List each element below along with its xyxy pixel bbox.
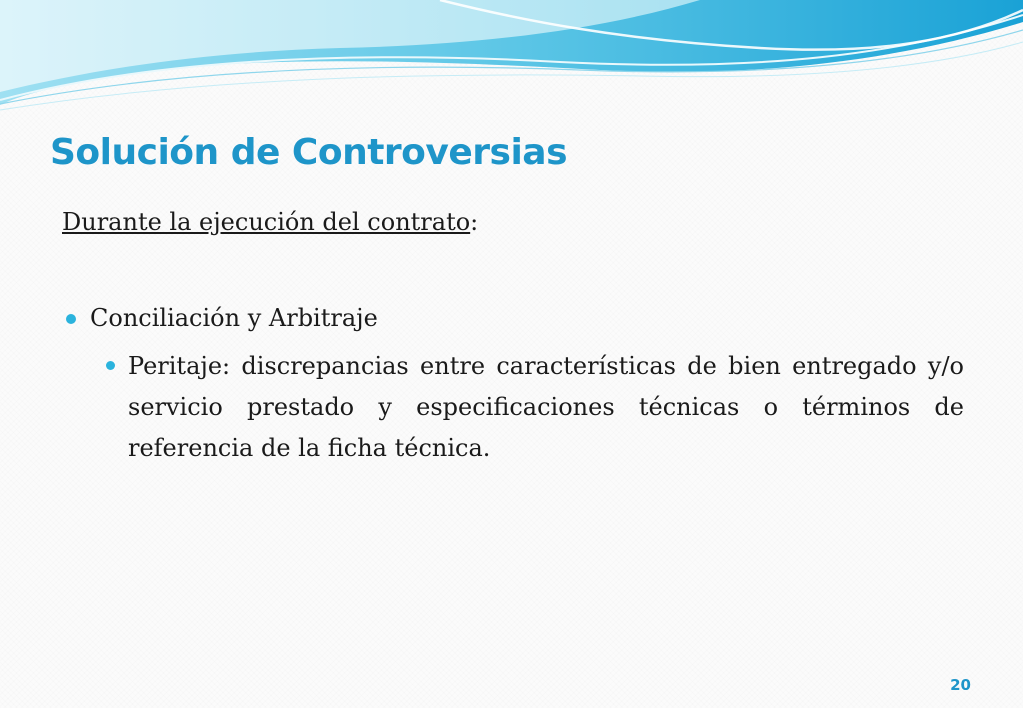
bullet-item-level2 bbox=[128, 346, 964, 469]
slide-body bbox=[62, 206, 964, 469]
bullet-item-level1-text: Conciliación y Arbitraje bbox=[90, 304, 378, 332]
bullet-icon bbox=[66, 314, 76, 324]
slide-title: Solución de Controversias bbox=[50, 132, 568, 173]
page-number: 20 bbox=[950, 676, 971, 694]
intro-line bbox=[62, 206, 964, 238]
intro-colon: : bbox=[470, 208, 479, 236]
intro-underlined-text: Durante la ejecución del contrato bbox=[62, 208, 471, 236]
header-wave-decoration bbox=[0, 0, 1023, 120]
bullet-item-level1 bbox=[62, 302, 964, 334]
bullet-icon bbox=[106, 361, 115, 370]
bullet-item-level2-text: Peritaje: discrepancias entre características de bien entregado y/o servicio prestado y especificaciones técnicas o términos de referencia de la ficha técnica. bbox=[128, 352, 964, 462]
